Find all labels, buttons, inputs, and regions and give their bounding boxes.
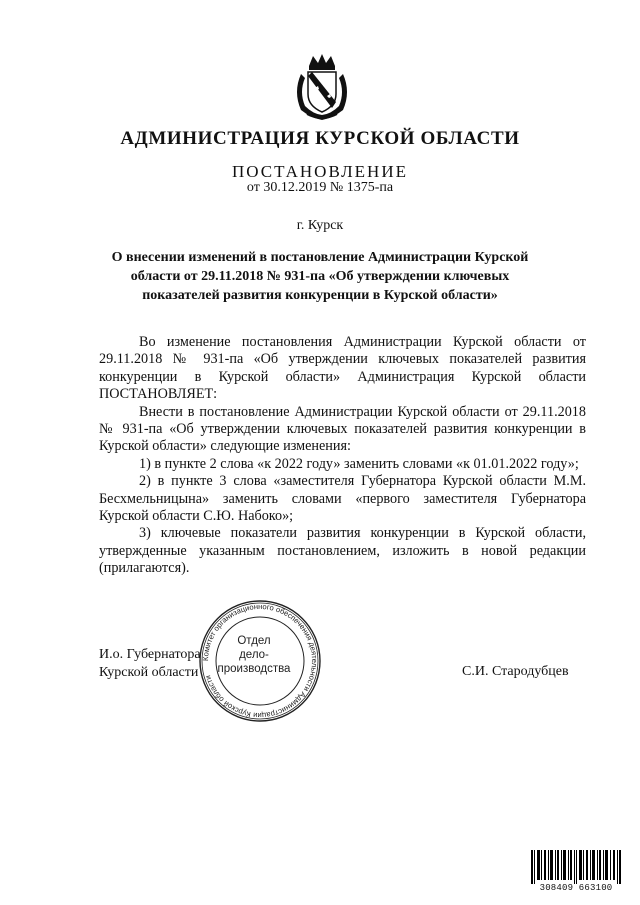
signatory-position-line: И.о. Губернатора [99, 647, 201, 662]
body-paragraph: Внести в постановление Администрации Курской области от 29.11.2018 № 931-па «Об утверждении ключевых показателей развития конкуренции в Курской области» следующие изменения: [99, 403, 586, 455]
signatory-position [99, 646, 201, 682]
signatory-name: С.И. Стародубцев [462, 664, 569, 679]
stamp-line: производства [217, 663, 291, 675]
body-paragraph: Во изменение постановления Администрации Курской области от 29.11.2018 № 931-па «Об утверждении ключевых показателей развития конкуренции в Курской области» Администрация Курской области ПОСТАНОВЛЯЕТ: [99, 334, 586, 403]
document-city: г. Курск [296, 218, 344, 233]
stamp-line: Отдел [237, 635, 271, 647]
barcode-icon [530, 850, 622, 884]
stamp-center-text [206, 634, 302, 676]
document-date-number: от 30.12.2019 № 1375-па [246, 180, 394, 195]
barcode-number: 308409 663100 [539, 883, 613, 893]
coat-of-arms-icon [291, 52, 353, 122]
organization-name: АДМИНИСТРАЦИЯ КУРСКОЙ ОБЛАСТИ [120, 128, 520, 149]
body-paragraph: 1) в пункте 2 слова «к 2022 году» заменить словами «к 01.01.2022 году»; [139, 455, 579, 472]
title-line: области от 29.11.2018 № 931-па «Об утверждении ключевых [130, 269, 510, 284]
stamp-ring-text: Комитет организационного обеспечения деятельности Администрации Курской области [200, 601, 320, 721]
document-type: ПОСТАНОВЛЕНИЕ [231, 162, 408, 181]
document-title [100, 248, 540, 305]
signatory-position-line: Курской области [99, 665, 199, 680]
body-paragraph: 2) в пункте 3 слова «заместителя Губернатора Курской области М.М. Бесхмельницына» заменить словами «первого заместителя Губернатора Курской области С.Ю. Набоко»; [99, 473, 586, 525]
title-line: О внесении изменений в постановление Администрации Курской [111, 250, 529, 265]
document-body [99, 334, 586, 578]
body-paragraph: 3) ключевые показатели развития конкуренции в Курской области, утвержденные указанным постановлением, изложить в новой редакции (прилагаются). [99, 525, 586, 577]
stamp-line: дело- [239, 649, 269, 661]
title-line: показателей развития конкуренции в Курской области» [142, 288, 498, 303]
